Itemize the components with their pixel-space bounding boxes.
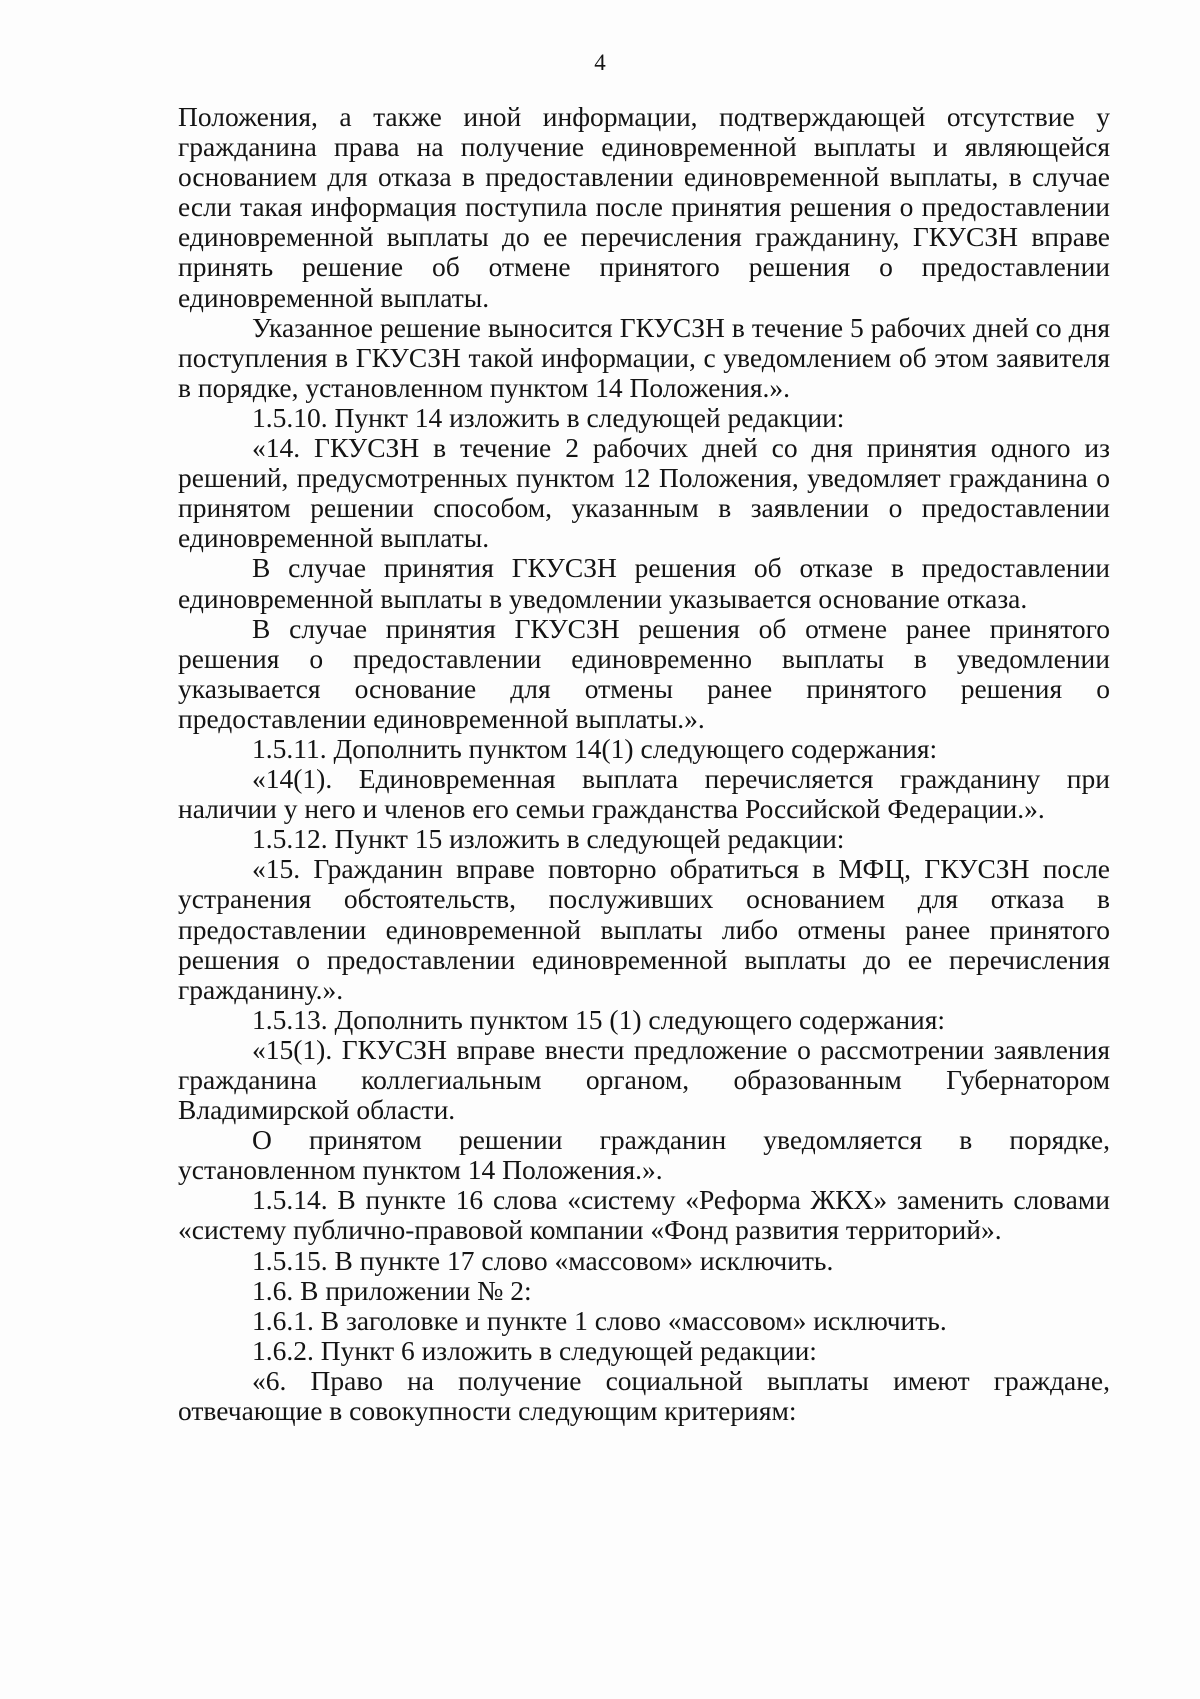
paragraph: «14. ГКУСЗН в течение 2 рабочих дней со дня принятия одного из решений, предусмотренных пунктом 12 Положения, уведомляет гражданина о принятом решении способом, указанным в заявлении о предоставлении единовременной выплаты. (178, 432, 1110, 554)
paragraph: «14(1). Единовременная выплата перечисляется гражданину при наличии у него и членов его семьи гражданства Российской Федерации.». (178, 763, 1110, 825)
paragraph: «15. Гражданин вправе повторно обратиться в МФЦ, ГКУСЗН после устранения обстоятельств, послуживших основанием для отказа в предоставлении единовременной выплаты либо отмены ранее принятого решения о предоставлении единовременной выплаты до ее перечисления гражданину.». (178, 853, 1110, 1005)
paragraph: О принятом решении гражданин уведомляется в порядке, установленном пунктом 14 Положения.». (178, 1124, 1110, 1186)
paragraph: «6. Право на получение социальной выплаты имеют граждане, отвечающие в совокупности следующим критериям: (178, 1364, 1110, 1427)
paragraph: В случае принятия ГКУСЗН решения об отказе в предоставлении единовременной выплаты в уведомлении указывается основание отказа. (178, 552, 1110, 614)
paragraph: Указанное решение выносится ГКУСЗН в течение 5 рабочих дней со дня поступления в ГКУСЗН такой информации, с уведомлением об этом заявителя в порядке, установленном пунктом 14 Положения.». (178, 311, 1110, 403)
paragraph: Положения, а также иной информации, подтверждающей отсутствие у гражданина права на получение единовременной выплаты и являющейся основанием для отказа в предоставлении единовременной выплаты, в случае если такая информация поступила после принятия решения о предоставлении единовременной выплаты до ее перечисления гражданину, ГКУСЗН вправе принять решение об отмене принятого решения о предоставлении единовременной выплаты. (178, 101, 1110, 313)
paragraph: 1.6.1. В заголовке и пункте 1 слово «массовом» исключить. (252, 1304, 947, 1336)
paragraph: 1.5.14. В пункте 16 слова «систему «Реформа ЖКХ» заменить словами «систему публично-правовой компании «Фонд развития территорий». (178, 1184, 1110, 1246)
paragraph: «15(1). ГКУСЗН вправе внести предложение о рассмотрении заявления гражданина коллегиальным органом, образованным Губернатором Владимирской области. (178, 1033, 1110, 1126)
paragraph: 1.5.13. Дополнить пунктом 15 (1) следующего содержания: (252, 1003, 946, 1035)
page-number: 4 (594, 50, 606, 75)
document-body (178, 102, 1110, 1426)
paragraph: 1.5.12. Пункт 15 изложить в следующей редакции: (252, 823, 845, 855)
paragraph: 1.5.11. Дополнить пунктом 14(1) следующего содержания: (252, 732, 938, 764)
paragraph: 1.5.15. В пункте 17 слово «массовом» исключить. (252, 1244, 834, 1276)
paragraph: 1.5.10. Пункт 14 изложить в следующей редакции: (252, 401, 845, 433)
paragraph: 1.6. В приложении № 2: (252, 1274, 532, 1306)
paragraph: 1.6.2. Пункт 6 изложить в следующей редакции: (252, 1334, 817, 1366)
paragraph: В случае принятия ГКУСЗН решения об отмене ранее принятого решения о предоставлении единовременно выплаты в уведомлении указывается основание для отмены ранее принятого решения о предоставлении единовременной выплаты.». (178, 612, 1110, 734)
